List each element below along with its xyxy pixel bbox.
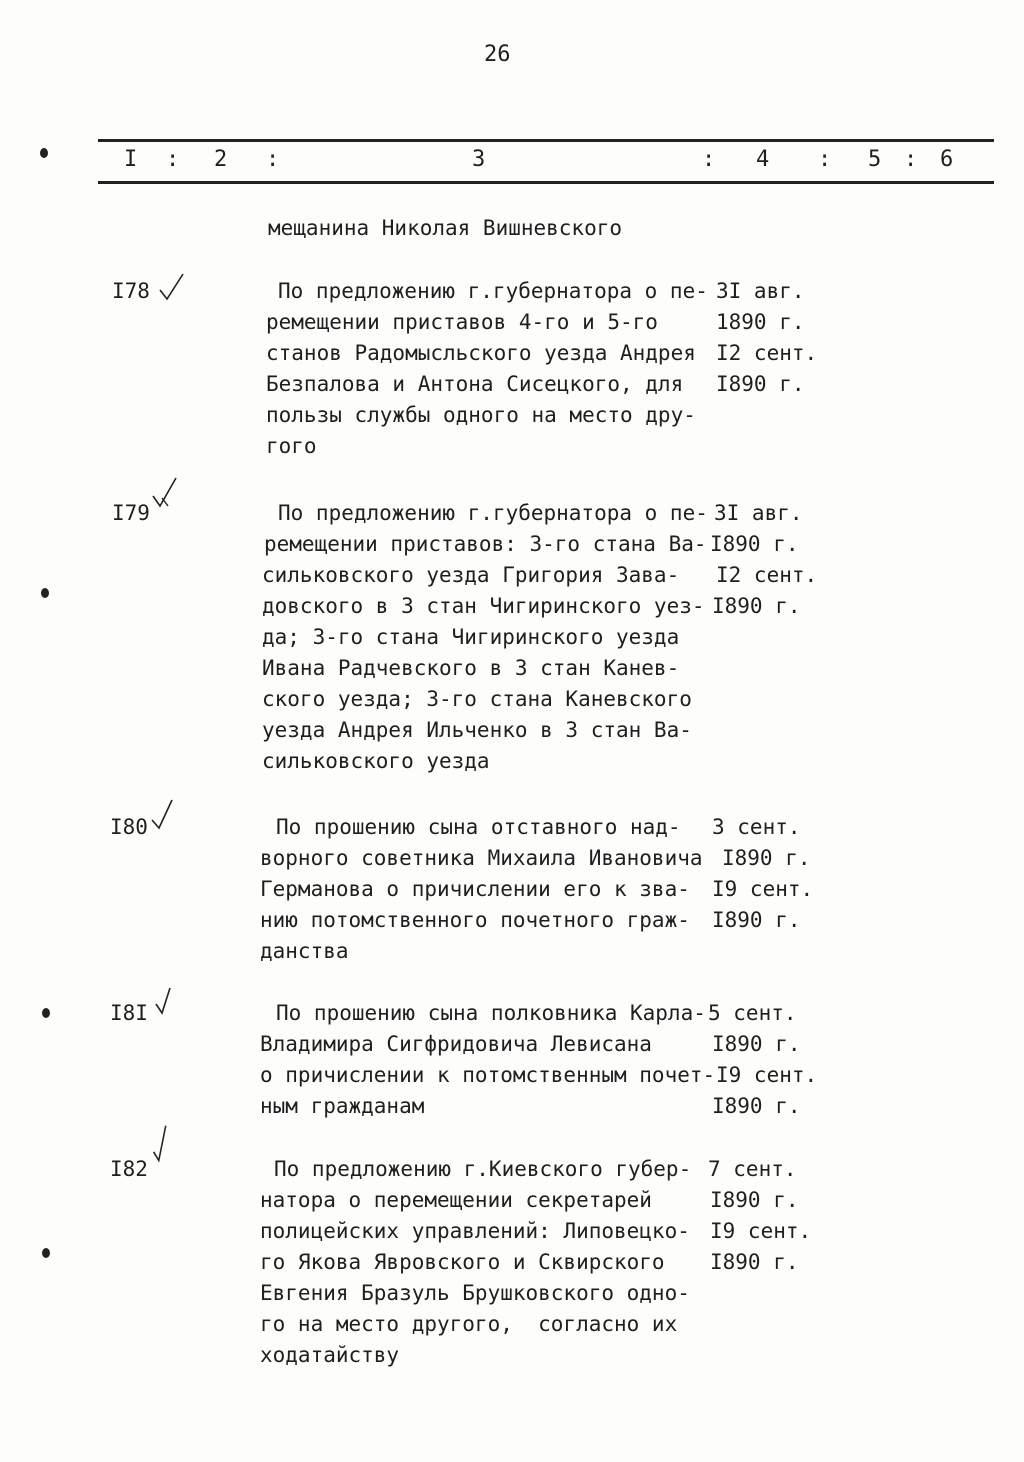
punch-hole: [42, 1248, 50, 1258]
punch-hole: [42, 1008, 50, 1018]
date-start-year: I890 г.: [722, 846, 811, 870]
date-start-year: I890 г.: [710, 1188, 799, 1212]
checkmark-icon: [152, 982, 184, 1022]
date-end: I9 сент.: [710, 1219, 812, 1243]
date-start-year: I890 г.: [712, 1032, 801, 1056]
description-line: ремещении приставов: 3-го стана Ва-: [264, 532, 707, 556]
header-col-4: 4: [756, 147, 770, 172]
page-number: 26: [484, 42, 511, 67]
checkmark-icon: [148, 796, 180, 836]
description-line: го на место другого, согласно их: [260, 1312, 678, 1336]
description-line: ворного советника Михаила Ивановича: [260, 846, 703, 870]
description-line: нию потомственного почетного граж-: [260, 908, 690, 932]
description-line: да; 3-го стана Чигиринского уезда: [262, 625, 680, 649]
description-line: го Якова Явровского и Сквирского: [260, 1250, 665, 1274]
date-start: 3I авг.: [714, 501, 803, 525]
date-end: I2 сент.: [716, 341, 818, 365]
header-col-6: 6: [940, 147, 954, 172]
date-end: I2 сент.: [716, 563, 818, 587]
date-start: 3 сент.: [712, 815, 801, 839]
description-line: По прошению сына полковника Карла-: [276, 1001, 706, 1025]
description-line: ского уезда; 3-го стана Каневского: [262, 687, 692, 711]
description-line: Германова о причислении его к зва-: [260, 877, 690, 901]
description-line: уезда Андрея Ильченко в 3 стан Ва-: [262, 718, 692, 742]
entry-number: I79: [112, 501, 150, 525]
date-start: 7 сент.: [708, 1157, 797, 1181]
description-line: сильковского уезда Григория Зава-: [262, 563, 680, 587]
entry-number: I82: [110, 1157, 148, 1181]
description-line: гого: [266, 434, 317, 458]
header-sep: :: [702, 147, 716, 172]
date-start: 5 сент.: [708, 1001, 797, 1025]
description-line: ремещении приставов 4-го и 5-го: [266, 310, 658, 334]
date-end: I9 сент.: [712, 877, 814, 901]
date-end-year: I890 г.: [710, 1250, 799, 1274]
description-line: Безпалова и Антона Сисецкого, для: [266, 372, 684, 396]
date-end-year: I890 г.: [712, 908, 801, 932]
date-end-year: I890 г.: [712, 594, 801, 618]
description-line: ным гражданам: [260, 1094, 425, 1118]
description-line: Евгения Бразуль Брушковского одно-: [260, 1281, 690, 1305]
description-line: пользы службы одного на место дру-: [266, 403, 696, 427]
header-rule-bottom: [98, 181, 994, 184]
description-line: По прошению сына отставного над-: [276, 815, 681, 839]
description-line: Владимира Сигфридовича Левисана: [260, 1032, 652, 1056]
description-line: станов Радомысльского уезда Андрея: [266, 341, 696, 365]
checkmark-icon: [148, 1124, 180, 1164]
checkmark-icon: [150, 476, 182, 516]
header-sep: :: [266, 147, 280, 172]
punch-hole: [40, 148, 48, 158]
date-end-year: I890 г.: [712, 1094, 801, 1118]
header-col-3: 3: [472, 147, 486, 172]
description-line: По предложению г.губернатора о пе-: [278, 279, 708, 303]
header-sep: :: [166, 147, 180, 172]
entry-number: I80: [110, 815, 148, 839]
entry-number: I78: [112, 279, 150, 303]
description-line: о причислении к потомственным почет-: [260, 1063, 716, 1087]
description-line: натора о перемещении секретарей: [260, 1188, 652, 1212]
date-start-year: I890 г.: [710, 532, 799, 556]
description-line: По предложению г.губернатора о пе-: [278, 501, 708, 525]
checkmark-icon: [156, 268, 188, 308]
continuation-line: мещанина Николая Вишневского: [268, 216, 623, 240]
description-line: довского в 3 стан Чигиринского уез-: [262, 594, 705, 618]
description-line: Ивана Радчевского в 3 стан Канев-: [262, 656, 680, 680]
punch-hole: [41, 588, 49, 598]
description-line: По предложению г.Киевского губер-: [274, 1157, 692, 1181]
header-rule-top: [98, 139, 994, 142]
entry-number: I8I: [110, 1001, 148, 1025]
date-end: I9 сент.: [716, 1063, 818, 1087]
header-col-5: 5: [868, 147, 882, 172]
header-col-2: 2: [214, 147, 228, 172]
description-line: полицейских управлений: Липовецко-: [260, 1219, 690, 1243]
header-sep: :: [818, 147, 832, 172]
date-start: 3I авг.: [716, 279, 805, 303]
date-start-year: 1890 г.: [716, 310, 805, 334]
header-col-1: I: [124, 147, 138, 172]
description-line: ходатайству: [260, 1343, 400, 1367]
description-line: сильковского уезда: [262, 749, 490, 773]
date-end-year: I890 г.: [716, 372, 805, 396]
header-sep: :: [904, 147, 918, 172]
description-line: данства: [260, 939, 349, 963]
